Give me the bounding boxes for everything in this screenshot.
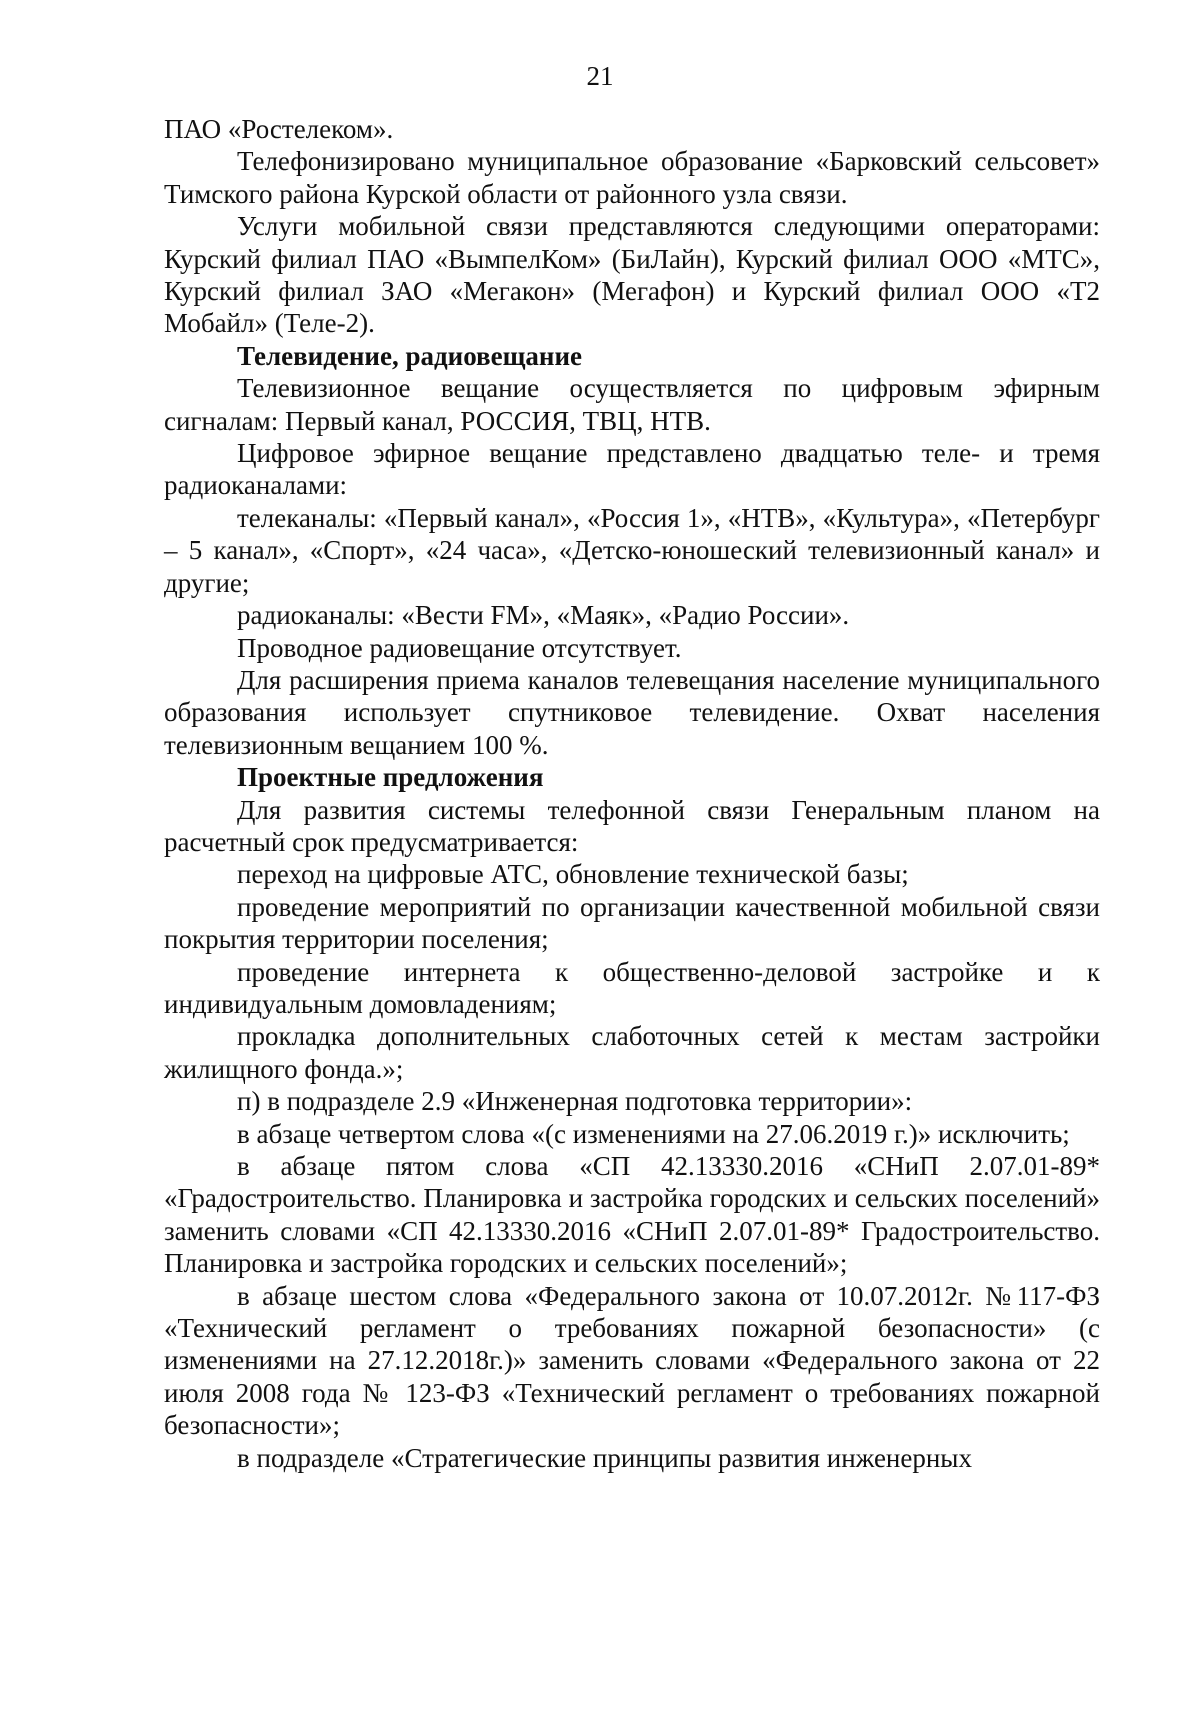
- paragraph-tv-broadcast: Телевизионное вещание осуществляется по цифровым эфирным сигналам: Первый канал, РОССИЯ, ТВЦ, НТВ.: [164, 373, 1100, 436]
- heading-television-radio: Телевидение, радиовещание: [237, 340, 582, 371]
- paragraph-internet: проведение интернета к общественно-деловой застройке и к индивидуальным домовладениям;: [164, 956, 1100, 1019]
- paragraph-tv-channels: телеканалы: «Первый канал», «Россия 1», «НТВ», «Культура», «Петербург – 5 канал», «Спорт», «24 часа», «Детско-юношеский телевизионный канал» и другие;: [164, 502, 1100, 598]
- paragraph-telephony: Телефонизировано муниципальное образование «Барковский сельсовет» Тимского района Курской области от районного узла связи.: [164, 146, 1100, 209]
- paragraph-fourth-abzac: в абзаце четвертом слова «(с изменениями на 27.06.2019 г.)» исключить;: [237, 1118, 1070, 1149]
- paragraph-satellite-tv: Для расширения приема каналов телевещания население муниципального образования использует спутниковое телевидение. Охват населения телевизионным вещанием 100 %.: [164, 664, 1100, 760]
- paragraph-subsection-2-9: п) в подразделе 2.9 «Инженерная подготовка территории»:: [237, 1086, 913, 1117]
- heading-project-proposals: Проектные предложения: [237, 762, 544, 793]
- paragraph-fifth-abzac: в абзаце пятом слова «СП 42.13330.2016 «СНиП 2.07.01-89* «Градостроительство. Планировка и застройка городских и сельских поселений» заменить словами «СП 42.13330.2016 «СНиП 2.07.01-89* Градостроительство. Планировка и застройка городских и сельских поселений»;: [164, 1151, 1100, 1279]
- page-number: 21: [586, 61, 614, 91]
- paragraph-mobile-operators: Услуги мобильной связи представляются следующими операторами: Курский филиал ПАО «ВымпелКом» (БиЛайн), Курский филиал ООО «МТС», Курский филиал ЗАО «Мегакон» (Мегафон) и Курский филиал ООО «Т2 Мобайл» (Теле-2).: [164, 211, 1100, 339]
- paragraph-wired-radio: Проводное радиовещание отсутствует.: [237, 632, 682, 663]
- paragraph-low-current-networks: прокладка дополнительных слаботочных сетей к местам застройки жилищного фонда.»;: [164, 1021, 1100, 1084]
- paragraph-sixth-abzac: в абзаце шестом слова «Федерального закона от 10.07.2012г. №117-ФЗ «Технический регламент о требованиях пожарной безопасности» (с изменениями на 27.12.2018г.)» заменить словами «Федерального закона от 22 июля 2008 года № 123-ФЗ «Технический регламент о требованиях пожарной безопасности»;: [164, 1280, 1100, 1441]
- paragraph-digital-broadcast: Цифровое эфирное вещание представлено двадцатью теле- и тремя радиоканалами:: [164, 438, 1100, 501]
- paragraph-strategic-principles: в подразделе «Стратегические принципы развития инженерных: [237, 1442, 972, 1473]
- document-body: [164, 113, 1100, 1474]
- paragraph-telephone-development: Для развития системы телефонной связи Генеральным планом на расчетный срок предусматривается:: [164, 794, 1100, 857]
- paragraph-radio-channels: радиоканалы: «Вести FM», «Маяк», «Радио России».: [237, 600, 850, 631]
- paragraph-mobile-coverage: проведение мероприятий по организации качественной мобильной связи покрытия территории поселения;: [164, 891, 1100, 955]
- paragraph-digital-ats: переход на цифровые АТС, обновление технической базы;: [237, 859, 909, 890]
- paragraph-operator-continuation: ПАО «Ростелеком».: [164, 114, 394, 144]
